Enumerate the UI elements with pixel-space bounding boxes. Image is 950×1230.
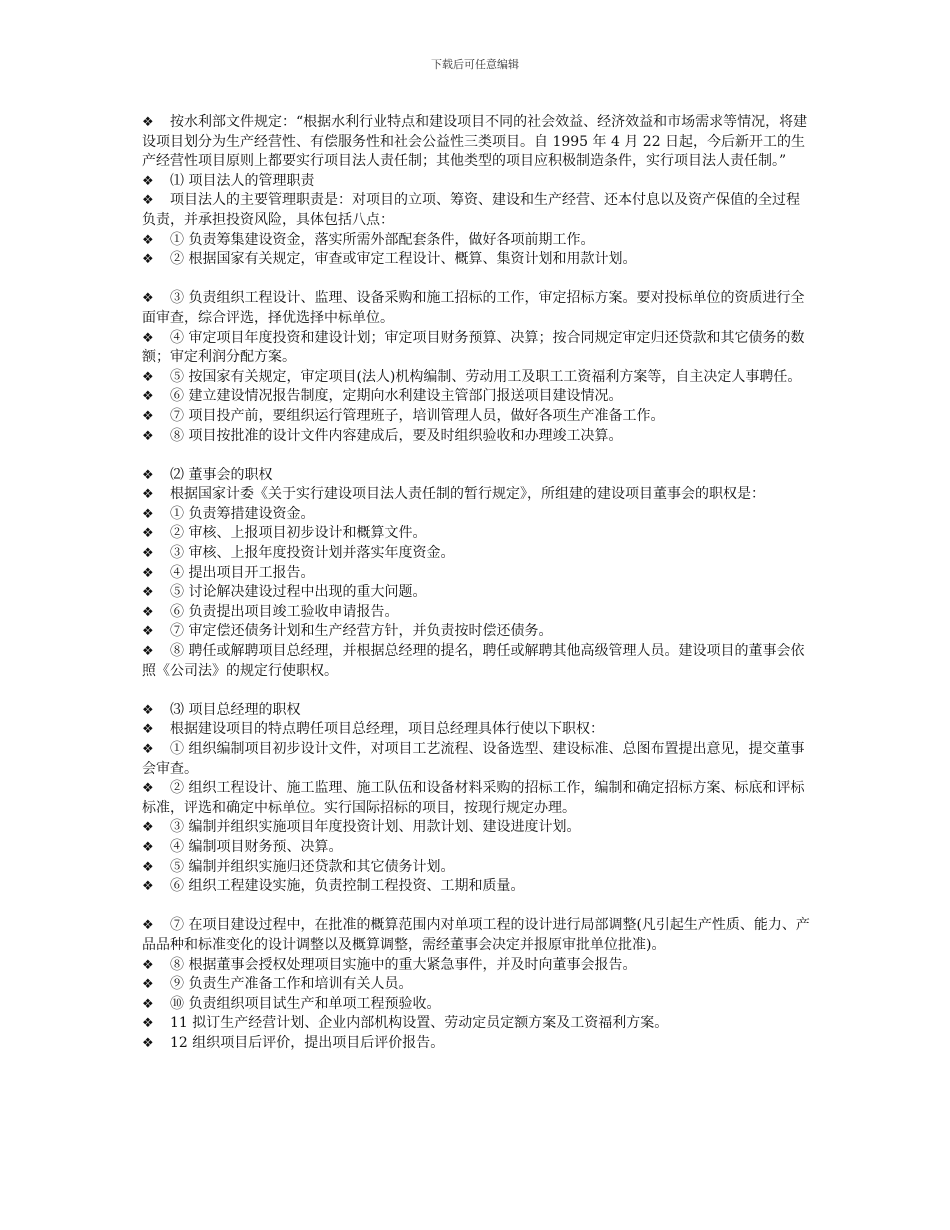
paragraph — [142, 329, 812, 368]
paragraph — [142, 368, 812, 388]
paragraph — [142, 505, 812, 525]
paragraph-text: ⑩ 负责组织项目试生产和单项工程预验收。 — [170, 995, 441, 1012]
bullet-diamond-icon: ❖ — [142, 1016, 154, 1032]
paragraph — [142, 544, 812, 564]
bullet-diamond-icon: ❖ — [142, 585, 154, 601]
paragraph-text: ⑨ 负责生产准备工作和培训有关人员。 — [170, 976, 413, 993]
bullet-diamond-icon: ❖ — [142, 506, 154, 522]
paragraph — [142, 838, 812, 858]
paragraph-text: ① 组织编制项目初步设计文件，对项目工艺流程、设备选型、建设标准、总图布置提出意见，提交董事会审查。 — [142, 741, 805, 777]
paragraph — [142, 701, 812, 721]
paragraph-text: ① 负责筹措建设资金。 — [170, 505, 315, 522]
paragraph-text: ⑧ 根据董事会授权处理项目实施中的重大紧急事件，并及时向董事会报告。 — [170, 956, 637, 973]
paragraph-text: ⑧ 聘任或解聘项目总经理，并根据总经理的提名，聘任或解聘其他高级管理人员。建设项目的董事会依照《公司法》的规定行使职权。 — [142, 643, 805, 679]
paragraph-text: ③ 编制并组织实施项目年度投资计划、用款计划、建设进度计划。 — [170, 819, 581, 836]
paragraph-text: ⑴ 项目法人的管理职责 — [170, 172, 315, 189]
paragraph — [142, 642, 812, 681]
paragraph-text: 根据国家计委《关于实行建设项目法人责任制的暂行规定》，所组建的建设项目董事会的职权是： — [170, 486, 765, 503]
paragraph-text: 项目法人的主要管理职责是：对项目的立项、筹资、建设和生产经营、还本付息以及资产保值的全过程负责，并承担投资风险，具体包括八点： — [142, 192, 800, 228]
paragraph — [142, 564, 812, 584]
bullet-diamond-icon: ❖ — [142, 702, 154, 718]
bullet-diamond-icon: ❖ — [142, 957, 154, 973]
blank-line — [142, 897, 812, 917]
paragraph-text: 按水利部文件规定：“根据水利行业特点和建设项目不同的社会效益、经济效益和市场需求等情况，将建设项目划分为生产经营性、有偿服务性和社会公益性三类项目。自 1995 年 4 月 22 日起，今后新开工的生产经营性项目原则上都要实行项目法人责任制；其他类型的项目应积极制造条件，实行项目法人责任制。” — [142, 114, 808, 170]
paragraph — [142, 407, 812, 427]
paragraph-text: 根据建设项目的特点聘任项目总经理，项目总经理具体行使以下职权： — [170, 721, 604, 738]
bullet-diamond-icon: ❖ — [142, 604, 154, 620]
paragraph — [142, 858, 812, 878]
bullet-diamond-icon: ❖ — [142, 389, 154, 405]
paragraph — [142, 720, 812, 740]
paragraph-text: ③ 审核、上报年度投资计划并落实年度资金。 — [170, 545, 455, 562]
paragraph — [142, 172, 812, 192]
paragraph — [142, 818, 812, 838]
paragraph-text: ⑤ 编制并组织实施归还贷款和其它债务计划。 — [170, 858, 455, 875]
document-body — [142, 113, 812, 1054]
bullet-diamond-icon: ❖ — [142, 546, 154, 562]
bullet-diamond-icon: ❖ — [142, 115, 154, 130]
bullet-diamond-icon: ❖ — [142, 1035, 154, 1051]
bullet-diamond-icon: ❖ — [142, 408, 154, 424]
bullet-diamond-icon: ❖ — [142, 644, 154, 660]
paragraph-text: ② 审核、上报项目初步设计和概算文件。 — [170, 525, 427, 542]
paragraph-text: ⑥ 组织工程建设实施，负责控制工程投资、工期和质量。 — [170, 878, 525, 895]
paragraph-text: ⑥ 建立建设情况报告制度，定期向水利建设主管部门报送项目建设情况。 — [170, 388, 623, 405]
paragraph — [142, 975, 812, 995]
paragraph — [142, 995, 812, 1015]
paragraph-text: ⑶ 项目总经理的职权 — [170, 701, 301, 718]
bullet-diamond-icon: ❖ — [142, 781, 154, 797]
paragraph-text: ⑦ 审定偿还债务计划和生产经营方针，并负责按时偿还债务。 — [170, 623, 553, 640]
bullet-diamond-icon: ❖ — [142, 193, 154, 209]
bullet-diamond-icon: ❖ — [142, 173, 154, 189]
bullet-diamond-icon: ❖ — [142, 820, 154, 836]
paragraph — [142, 289, 812, 328]
paragraph — [142, 603, 812, 623]
bullet-diamond-icon: ❖ — [142, 624, 154, 640]
paragraph — [142, 956, 812, 976]
bullet-diamond-icon: ❖ — [142, 369, 154, 385]
paragraph — [142, 740, 812, 779]
paragraph-text: ⑤ 讨论解决建设过程中出现的重大问题。 — [170, 584, 427, 601]
bullet-diamond-icon: ❖ — [142, 428, 154, 444]
bullet-diamond-icon: ❖ — [142, 330, 154, 346]
page-header: 下载后可任意编辑 — [431, 58, 519, 71]
paragraph-text: ⑧ 项目按批准的设计文件内容建成后，要及时组织验收和办理竣工决算。 — [170, 427, 623, 444]
paragraph-text: ① 负责筹集建设资金，落实所需外部配套条件，做好各项前期工作。 — [170, 231, 595, 248]
paragraph-text: ④ 提出项目开工报告。 — [170, 564, 315, 581]
bullet-diamond-icon: ❖ — [142, 467, 154, 483]
blank-line — [142, 446, 812, 466]
paragraph — [142, 387, 812, 407]
paragraph-text: ② 根据国家有关规定，审查或审定工程设计、概算、集资计划和用款计划。 — [170, 251, 637, 268]
paragraph — [142, 1034, 812, 1054]
paragraph-text: ⑦ 项目投产前，要组织运行管理班子，培训管理人员，做好各项生产准备工作。 — [170, 407, 665, 424]
paragraph-text: 11 拟订生产经营计划、企业内部机构设置、劳动定员定额方案及工资福利方案。 — [170, 1015, 669, 1032]
paragraph — [142, 779, 812, 818]
bullet-diamond-icon: ❖ — [142, 487, 154, 503]
bullet-diamond-icon: ❖ — [142, 565, 154, 581]
paragraph-text: ⑦ 在项目建设过程中，在批准的概算范围内对单项工程的设计进行局部调整(凡引起生产性质、能力、产品品种和标准变化的设计调整以及概算调整，需经董事会决定并报原审批单位批准)。 — [142, 917, 810, 953]
paragraph-text: ④ 编制项目财务预、决算。 — [170, 838, 343, 855]
paragraph — [142, 524, 812, 544]
paragraph — [142, 250, 812, 270]
paragraph — [142, 113, 812, 172]
paragraph-text: ⑵ 董事会的职权 — [170, 466, 273, 483]
paragraph-text: ④ 审定项目年度投资和建设计划；审定项目财务预算、决算；按合同规定审定归还贷款和其它债务的数额；审定利润分配方案。 — [142, 329, 805, 366]
paragraph — [142, 1014, 812, 1034]
bullet-diamond-icon: ❖ — [142, 977, 154, 993]
paragraph-text: 12 组织项目后评价，提出项目后评价报告。 — [170, 1034, 445, 1051]
blank-line — [142, 270, 812, 290]
paragraph-text: ② 组织工程设计、施工监理、施工队伍和设备材料采购的招标工作，编制和确定招标方案、标底和评标标准，评选和确定中标单位。实行国际招标的项目，按现行规定办理。 — [142, 780, 805, 816]
bullet-diamond-icon: ❖ — [142, 918, 154, 934]
paragraph — [142, 916, 812, 955]
bullet-diamond-icon: ❖ — [142, 742, 154, 757]
paragraph — [142, 466, 812, 486]
bullet-diamond-icon: ❖ — [142, 252, 154, 268]
bullet-diamond-icon: ❖ — [142, 232, 154, 248]
blank-line — [142, 681, 812, 701]
paragraph — [142, 427, 812, 447]
paragraph-text: ③ 负责组织工程设计、监理、设备采购和施工招标的工作，审定招标方案。要对投标单位的资质进行全面审查，综合评选，择优选择中标单位。 — [142, 290, 805, 326]
paragraph-text: ⑤ 按国家有关规定，审定项目(法人)机构编制、劳动用工及职工工资福利方案等，自主决定人事聘任。 — [170, 368, 802, 385]
bullet-diamond-icon: ❖ — [142, 722, 154, 738]
paragraph — [142, 231, 812, 251]
paragraph — [142, 877, 812, 897]
bullet-diamond-icon: ❖ — [142, 291, 154, 307]
paragraph — [142, 622, 812, 642]
paragraph-text: ⑥ 负责提出项目竣工验收申请报告。 — [170, 603, 399, 620]
bullet-diamond-icon: ❖ — [142, 839, 154, 855]
paragraph — [142, 191, 812, 230]
bullet-diamond-icon: ❖ — [142, 879, 154, 895]
paragraph — [142, 583, 812, 603]
paragraph — [142, 485, 812, 505]
bullet-diamond-icon: ❖ — [142, 996, 154, 1012]
bullet-diamond-icon: ❖ — [142, 859, 154, 875]
bullet-diamond-icon: ❖ — [142, 526, 154, 542]
